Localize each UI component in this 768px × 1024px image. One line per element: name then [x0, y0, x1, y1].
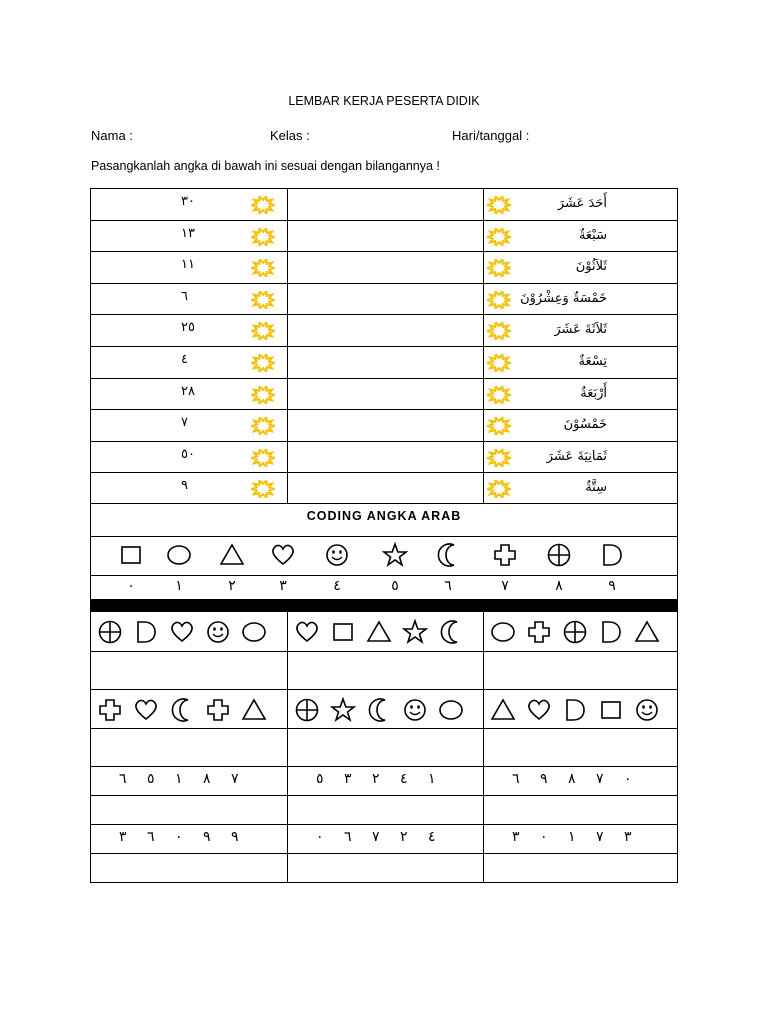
burst-icon[interactable]	[251, 322, 275, 340]
hari-tanggal-label: Hari/tanggal :	[452, 128, 530, 143]
arabic-number: ١٣	[181, 225, 195, 241]
coding-digit: ٦	[444, 578, 452, 594]
triangle-icon	[366, 619, 392, 645]
arabic-number: ٥٠	[181, 446, 195, 462]
matching-row	[91, 189, 677, 221]
smiley-icon	[634, 697, 660, 723]
answer-cell[interactable]	[484, 796, 679, 824]
arabic-word: ثَلاَثَةَ عَشَرَ	[554, 322, 607, 338]
answer-cell[interactable]	[288, 729, 483, 766]
cross-icon	[97, 697, 123, 723]
symbol-row	[91, 690, 677, 729]
arabic-number: ٢٥	[181, 320, 195, 336]
arabic-number: ٧	[181, 415, 188, 431]
coding-digit: ٨	[555, 578, 563, 594]
coding-digit: ٣	[279, 578, 287, 594]
answer-row[interactable]	[91, 796, 677, 825]
digit-row	[91, 825, 677, 854]
moon-icon	[366, 697, 392, 723]
burst-icon[interactable]	[251, 291, 275, 309]
answer-cell[interactable]	[91, 729, 286, 766]
arabic-number: ٤	[181, 352, 188, 367]
digit-sequence: ٠ ٧ ٨ ٩ ٦	[512, 771, 632, 787]
puzzle-table	[90, 612, 678, 883]
circled-plus-icon	[97, 619, 123, 645]
coding-digit: ٥	[391, 578, 399, 594]
square-icon	[598, 697, 624, 723]
matching-row	[91, 442, 677, 474]
smiley-icon	[205, 619, 231, 645]
circle-icon	[166, 542, 196, 568]
moon-icon	[435, 542, 465, 568]
matching-row	[91, 379, 677, 411]
burst-icon[interactable]	[487, 291, 511, 309]
star-icon	[382, 542, 412, 568]
answer-cell[interactable]	[91, 854, 286, 883]
digit-row	[91, 767, 677, 796]
burst-icon[interactable]	[251, 480, 275, 498]
burst-icon[interactable]	[487, 417, 511, 435]
square-icon	[330, 619, 356, 645]
coding-digit: ٤	[333, 578, 341, 594]
heart-icon	[294, 619, 320, 645]
circled-plus-icon	[546, 542, 576, 568]
matching-row	[91, 221, 677, 253]
cross-icon	[492, 542, 522, 568]
matching-row	[91, 252, 677, 284]
circle-icon	[490, 619, 516, 645]
arabic-word: خَمْسَةٌ وَعِشْرُوْنَ	[520, 290, 607, 306]
matching-row	[91, 473, 677, 505]
answer-cell[interactable]	[288, 796, 483, 824]
heart-icon	[133, 697, 159, 723]
answer-cell[interactable]	[288, 854, 483, 883]
coding-digit: ٧	[501, 578, 509, 594]
coding-digit: ١	[175, 578, 183, 594]
digit-sequence: ٣ ٧ ١ ٠ ٣	[512, 829, 632, 845]
triangle-icon	[219, 542, 249, 568]
arabic-number: ٢٨	[181, 383, 195, 399]
matching-row	[91, 410, 677, 442]
arabic-word: تِسْعَةٌ	[578, 354, 607, 369]
burst-icon[interactable]	[251, 417, 275, 435]
burst-icon[interactable]	[487, 228, 511, 246]
smiley-icon	[324, 542, 354, 568]
answer-cell[interactable]	[484, 652, 679, 689]
d-shape-icon	[598, 619, 624, 645]
arabic-number: ١١	[181, 257, 195, 273]
burst-icon[interactable]	[487, 322, 511, 340]
matching-row	[91, 315, 677, 347]
instruction-text: Pasangkanlah angka di bawah ini sesuai dengan bilangannya !	[91, 159, 440, 173]
kelas-label: Kelas :	[270, 128, 310, 143]
digit-sequence: ١ ٤ ٢ ٣ ٥	[316, 771, 436, 787]
smiley-icon	[402, 697, 428, 723]
triangle-icon	[490, 697, 516, 723]
arabic-number: ٣٠	[181, 194, 195, 209]
circled-plus-icon	[562, 619, 588, 645]
cross-icon	[205, 697, 231, 723]
nama-label: Nama :	[91, 128, 133, 143]
answer-cell[interactable]	[91, 796, 286, 824]
triangle-icon	[634, 619, 660, 645]
star-icon	[330, 697, 356, 723]
d-shape-icon	[599, 542, 629, 568]
burst-icon[interactable]	[251, 354, 275, 372]
coding-digit: ٩	[608, 578, 616, 594]
digit-sequence: ٤ ٢ ٧ ٦ ٠	[316, 829, 436, 845]
arabic-word: سِتَّةٌ	[585, 480, 607, 496]
burst-icon[interactable]	[251, 228, 275, 246]
arabic-word: أَرْبَعَةٌ	[580, 385, 607, 401]
coding-key	[90, 504, 678, 600]
answer-cell[interactable]	[288, 652, 483, 689]
matching-table	[90, 188, 678, 504]
answer-row[interactable]	[91, 729, 677, 767]
burst-icon[interactable]	[487, 354, 511, 372]
answer-cell[interactable]	[484, 854, 679, 883]
arabic-word: خَمْسُوْنَ	[563, 417, 607, 433]
arabic-word: أَحَدَ عَشَرَ	[557, 196, 607, 211]
coding-digit: ٠	[127, 578, 135, 594]
triangle-icon	[241, 697, 267, 723]
arabic-word: ثَمَانِيَةَ عَشَرَ	[546, 448, 607, 464]
d-shape-icon	[133, 619, 159, 645]
divider	[91, 536, 677, 537]
matching-row	[91, 347, 677, 379]
burst-icon[interactable]	[251, 196, 275, 214]
heart-icon	[270, 542, 300, 568]
answer-row[interactable]	[91, 854, 677, 883]
matching-row	[91, 284, 677, 316]
burst-icon[interactable]	[487, 386, 511, 404]
burst-icon[interactable]	[251, 449, 275, 467]
answer-cell[interactable]	[484, 729, 679, 766]
symbol-row	[91, 612, 677, 652]
divider	[91, 575, 677, 576]
star-icon	[402, 619, 428, 645]
cross-icon	[526, 619, 552, 645]
black-divider-bar	[90, 600, 678, 612]
moon-icon	[169, 697, 195, 723]
coding-title: CODING ANGKA ARAB	[306, 509, 462, 523]
arabic-word: ثَلاَثُوْنَ	[575, 259, 607, 275]
burst-icon[interactable]	[251, 259, 275, 277]
answer-row[interactable]	[91, 652, 677, 690]
square-icon	[118, 542, 148, 568]
digit-sequence: ٩ ٩ ٠ ٦ ٣	[119, 829, 239, 845]
arabic-number: ٩	[181, 478, 188, 494]
arabic-number: ٦	[181, 288, 188, 304]
coding-digit: ٢	[228, 578, 236, 594]
circle-icon	[241, 619, 267, 645]
circled-plus-icon	[294, 697, 320, 723]
burst-icon[interactable]	[251, 386, 275, 404]
page-title: LEMBAR KERJA PESERTA DIDIK	[288, 94, 480, 108]
arabic-word: سَبْعَةٌ	[578, 227, 607, 243]
d-shape-icon	[562, 697, 588, 723]
burst-icon[interactable]	[487, 480, 511, 498]
digit-sequence: ٧ ٨ ١ ٥ ٦	[119, 771, 239, 787]
circle-icon	[438, 697, 464, 723]
heart-icon	[526, 697, 552, 723]
answer-cell[interactable]	[91, 652, 286, 689]
moon-icon	[438, 619, 464, 645]
burst-icon[interactable]	[487, 449, 511, 467]
heart-icon	[169, 619, 195, 645]
burst-icon[interactable]	[487, 196, 511, 214]
burst-icon[interactable]	[487, 259, 511, 277]
